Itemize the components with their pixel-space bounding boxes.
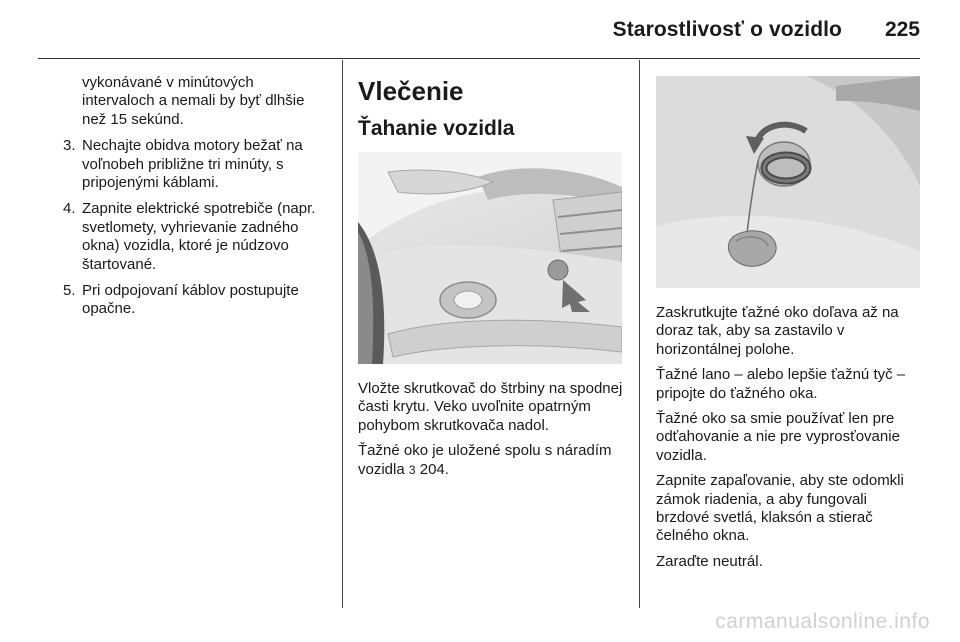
paragraph: Vložte skrutkovač do štrbiny na spodnej časti krytu. Veko uvoľnite opatrným pohybom skrutkovača nadol. xyxy=(358,380,623,434)
continuation-text: vykonávané v minútových intervaloch a nemali by byť dlhšie než 15 sekúnd. xyxy=(82,74,305,128)
column-3 xyxy=(656,76,924,578)
column-1 xyxy=(38,74,330,327)
paragraph-with-xref xyxy=(358,442,624,479)
step-number: 4. xyxy=(63,200,76,218)
step-text: Pri odpojovaní káblov postupujte opačne. xyxy=(82,282,299,318)
step-number: 5. xyxy=(63,282,76,300)
header-divider xyxy=(38,58,920,59)
list-item xyxy=(38,282,330,319)
page-number: 225 xyxy=(884,18,920,41)
column-divider-left xyxy=(342,60,343,608)
paragraph: Zaraďte neutrál. xyxy=(656,552,763,570)
bumper-illustration-svg xyxy=(358,152,622,364)
paragraph: Ťažné oko sa smie používať len pre odťahovanie a nie pre vyprosťovanie vozidla. xyxy=(656,410,900,464)
steps-list xyxy=(38,137,330,319)
section-title: Vlečenie xyxy=(358,76,464,106)
header-title: Starostlivosť o vozidlo xyxy=(612,18,842,41)
paragraph-text: Ťažné oko je uložené spolu s náradím vozidla xyxy=(358,442,612,478)
subsection-title: Ťahanie vozidla xyxy=(358,117,515,140)
step-text: Zapnite elektrické spotrebiče (napr. svetlomety, vyhrievanie zadného okna) vozidla, ktoré je núdzovo štartované. xyxy=(82,200,316,273)
paragraph: Zaskrutkujte ťažné oko doľava až na doraz tak, aby sa zastavilo v horizontálnej polohe. xyxy=(656,304,899,358)
towing-eye-illustration-svg xyxy=(656,76,920,288)
list-item xyxy=(38,137,330,192)
column-2 xyxy=(358,74,624,486)
step-text: Nechajte obidva motory bežať na voľnobeh približne tri minúty, s pripojenými káblami. xyxy=(82,137,303,192)
towing-eye-illustration xyxy=(656,76,920,288)
xref-page[interactable]: 204. xyxy=(415,460,449,478)
xref-arrow-icon: 3 xyxy=(408,462,416,477)
paragraph: Zapnite zapaľovanie, aby ste odomkli zámok riadenia, a aby fungovali brzdové svetlá, klaksón a stierač čelného okna. xyxy=(656,472,904,545)
watermark: carmanualsonline.info xyxy=(715,610,930,633)
paragraph: Ťažné lano – alebo lepšie ťažnú tyč – pripojte do ťažného oka. xyxy=(656,366,906,402)
column-divider-right xyxy=(639,60,640,608)
bumper-cover-illustration xyxy=(358,152,622,364)
list-item xyxy=(38,200,330,274)
step-number: 3. xyxy=(63,137,76,155)
